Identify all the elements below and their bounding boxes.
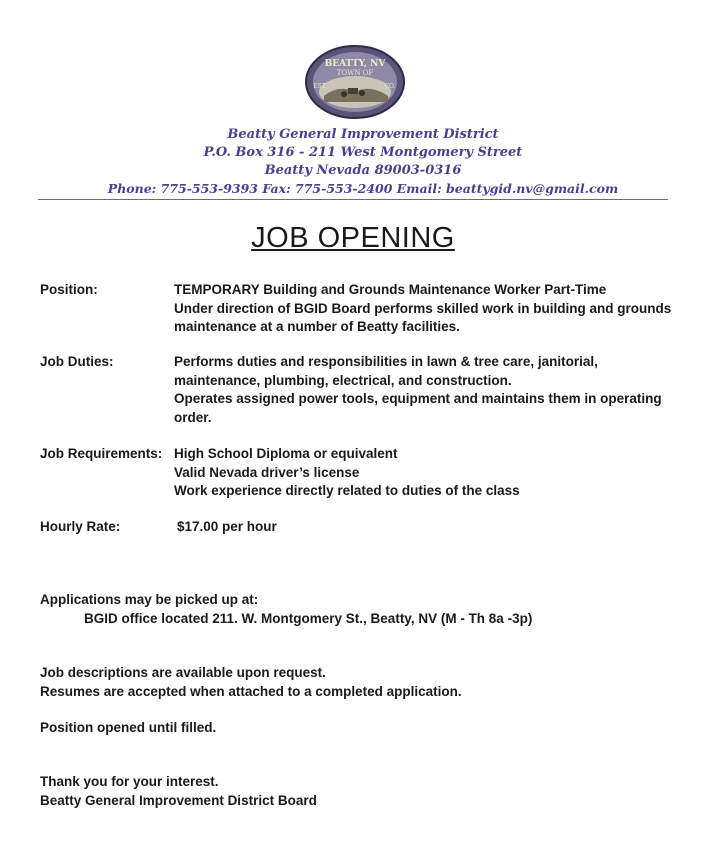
rate-label: Hourly Rate:	[40, 519, 121, 534]
applications-intro: Applications may be picked up at:	[40, 592, 259, 607]
requirements-label: Job Requirements:	[40, 446, 163, 461]
logo-text-sub: TOWN OF	[336, 69, 374, 77]
closing-block	[40, 773, 690, 810]
address-line-2: Beatty Nevada 89003-0316	[264, 163, 462, 178]
org-name: Beatty General Improvement District	[227, 127, 499, 142]
duties-line: Operates assigned power tools, equipment and maintains them in operating order.	[174, 391, 662, 425]
address-line-1: P.O. Box 316 - 211 West Montgomery Street	[203, 145, 523, 160]
letterhead	[0, 126, 726, 198]
notes-block	[40, 664, 690, 701]
notes-line: Job descriptions are available upon request.	[40, 665, 326, 680]
requirements-section	[40, 445, 680, 501]
district-logo	[304, 44, 406, 120]
duties-label: Job Duties:	[40, 354, 114, 369]
requirements-line: High School Diploma or equivalent	[174, 446, 398, 461]
rate-value: $17.00 per hour	[177, 519, 277, 534]
duties-section	[40, 353, 680, 429]
duties-body	[174, 353, 674, 427]
closing-line: Thank you for your interest.	[40, 774, 219, 789]
closing-signature: Beatty General Improvement District Board	[40, 792, 317, 808]
requirements-line: Work experience directly related to duties of the class	[174, 483, 520, 498]
logo-text-top: BEATTY, NV	[324, 59, 386, 69]
requirements-body	[174, 445, 674, 501]
position-section	[40, 281, 680, 337]
position-line: TEMPORARY Building and Grounds Maintenance Worker Part-Time	[174, 282, 607, 297]
duties-line: Performs duties and responsibilities in lawn & tree care, janitorial, maintenance, plumbing, electrical, and construction.	[174, 354, 598, 388]
open-until-text: Position opened until filled.	[40, 720, 217, 735]
requirements-line: Valid Nevada driver’s license	[174, 464, 360, 480]
position-body	[174, 281, 674, 337]
applications-location: BGID office located 211. W. Montgomery St., Beatty, NV (M - Th 8a -3p)	[84, 610, 533, 626]
notes-line: Resumes are accepted when attached to a completed application.	[40, 683, 462, 699]
logo-text-left: EST.	[313, 83, 327, 90]
rate-section	[40, 518, 680, 538]
logo-text-right: CO.	[384, 83, 396, 90]
contact-line: Phone: 775-553-9393 Fax: 775-553-2400 Email: beattygid.nv@gmail.com	[107, 181, 619, 196]
header-divider	[38, 199, 668, 200]
position-label: Position:	[40, 282, 98, 297]
applications-block	[40, 591, 690, 628]
position-line: Under direction of BGID Board performs skilled work in building and grounds maintenance at a number of Beatty facilities.	[174, 300, 672, 334]
page-title: JOB OPENING	[251, 222, 455, 254]
